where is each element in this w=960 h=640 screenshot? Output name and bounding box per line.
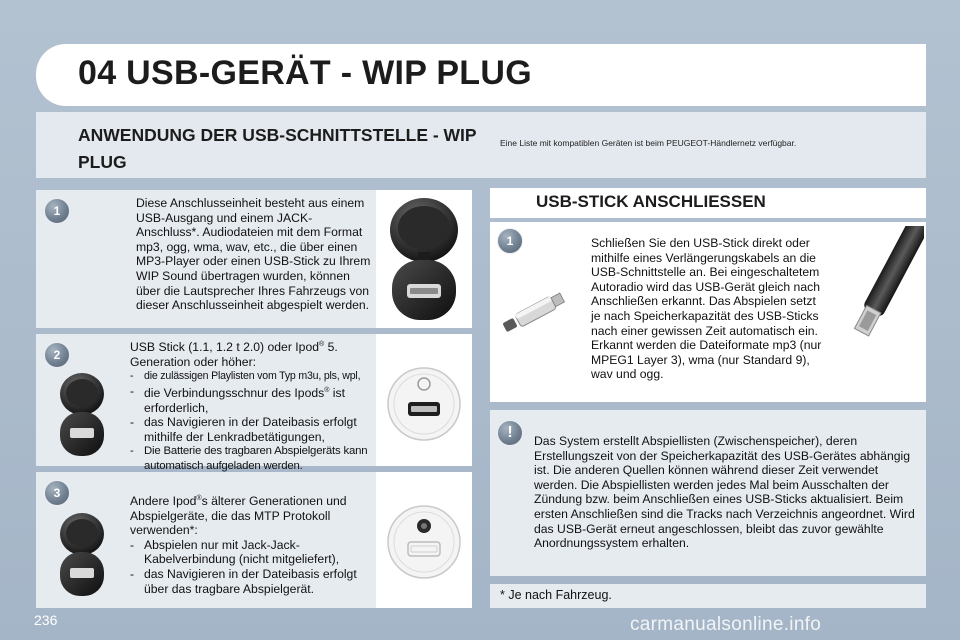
jack-socket-outline-illustration (384, 494, 464, 590)
step3-intro-after: s älterer Generationen und Abspielgeräte, die das MTP Protokoll verwenden*: (130, 494, 347, 538)
step1-number: 1 (53, 204, 61, 218)
warning-icon (497, 420, 523, 446)
jack-socket-small-illustration (56, 512, 108, 598)
step2-item-battery: - Die Batterie des tragbaren Abspielgeräts kann automatisch aufgeladen werden. (130, 444, 374, 473)
usb-socket-open-cap-illustration (380, 194, 468, 324)
page-number: 236 (34, 612, 58, 628)
warning-text: Das System erstellt Abspiellisten (Zwischenspeicher), deren Erstellungszeit von der Speicherkapazität des USB-Gerätes abhängig ist. Die anderen Quellen können während dieser Zeit verwendet werden. Die Abspiellisten werden jedes Mal beim Ausschalten der Zündung bzw. beim Anschließen eines USB-Sticks aktualisiert. Beim ersten Anschließen sind die Tracks nach Verzeichnis angeordnet. Wird das USB-Gerät erneut angeschlossen, bleibt das zuvor gewählte Anordnungssystem erhalten. (534, 434, 915, 551)
step3-list (130, 538, 374, 596)
step2-intro-after: 5. Generation oder höher: (130, 340, 338, 369)
step2-item-cable (130, 384, 374, 415)
registered-mark: ® (324, 386, 330, 394)
watermark: carmanualsonline.info (630, 614, 822, 635)
warning-symbol: ! (507, 424, 513, 441)
usb-heading: USB-STICK ANSCHLIESSEN (536, 192, 766, 211)
usb-step-number: 1 (506, 234, 514, 248)
usb-stick-illustration (502, 290, 572, 334)
step2-number: 2 (53, 348, 61, 362)
registered-mark: ® (196, 495, 202, 502)
step2-item-cable-text: die Verbindungsschnur des Ipods (144, 385, 325, 400)
step2-item-playlists: - die zulässigen Playlisten vom Typ m3u, pls, wpl, (130, 369, 374, 384)
step3-item-jack: - Abspielen nur mit Jack-Jack-Kabelverbindung (nicht mitgeliefert), (130, 538, 374, 567)
step2-item-navigation: - das Navigieren in der Dateibasis erfolgt mithilfe der Lenkradbetätigungen, (130, 415, 374, 444)
usb-step-badge (497, 228, 523, 254)
step2-text (130, 338, 374, 473)
step3-item-navigation: - das Navigieren in der Dateibasis erfolgt über das tragbare Abspielgerät. (130, 567, 374, 596)
step2-list (130, 369, 374, 473)
usb-extension-cable-illustration (828, 226, 924, 370)
step2-intro (130, 338, 374, 369)
usb-socket-small-illustration (56, 372, 108, 458)
step3-number: 3 (53, 486, 61, 500)
registered-mark: ® (319, 341, 325, 348)
footnote: * Je nach Fahrzeug. (500, 588, 612, 602)
step2-intro-text: USB Stick (1.1, 1.2 t 2.0) oder Ipod (130, 340, 320, 355)
section-heading: ANWENDUNG DER USB-SCHNITTSTELLE - WIP PLUG (78, 125, 477, 172)
page-title: 04 USB-GERÄT - WIP PLUG (78, 54, 532, 92)
step3-intro-text: Andere Ipod (130, 494, 197, 509)
step1-text: Diese Anschlusseinheit besteht aus einem USB-Ausgang und einem JACK-Anschluss*. Audiodateien mit dem Format mp3, ogg, wma, wav, etc., die über einen MP3-Player oder einen USB-Stick zu Ihrem WIP Sound übertragen wurden, können über die Lautsprecher Ihres Fahrzeugs von dieser Anschlusseinheit abgespielt werden. (136, 196, 371, 313)
step2-item-cable-after: ist erforderlich, (144, 385, 345, 415)
step3-badge (44, 480, 70, 506)
usb-socket-outline-illustration (384, 356, 464, 452)
compatibility-note: Eine Liste mit kompatiblen Geräten ist beim PEUGEOT-Händlernetz verfügbar. (500, 138, 797, 148)
step3-text (130, 492, 374, 596)
step1-badge (44, 198, 70, 224)
step3-intro (130, 492, 374, 538)
usb-text: Schließen Sie den USB-Stick direkt oder mithilfe eines Verlängerungskabels an die USB-Schnittstelle an. Bei eingeschaltetem Autoradio wird das USB-Gerät gleich nach Anschließen erkannt. Das Abspielen setzt je nach Speicherkapazität des USB-Sticks nach einer gewissen Zeit automatisch ein. Erkannt werden die Dateiformate mp3 (nur MPEG1 Layer 3), wma (nur Standard 9), wav und ogg. (591, 236, 822, 382)
step2-badge (44, 342, 70, 368)
